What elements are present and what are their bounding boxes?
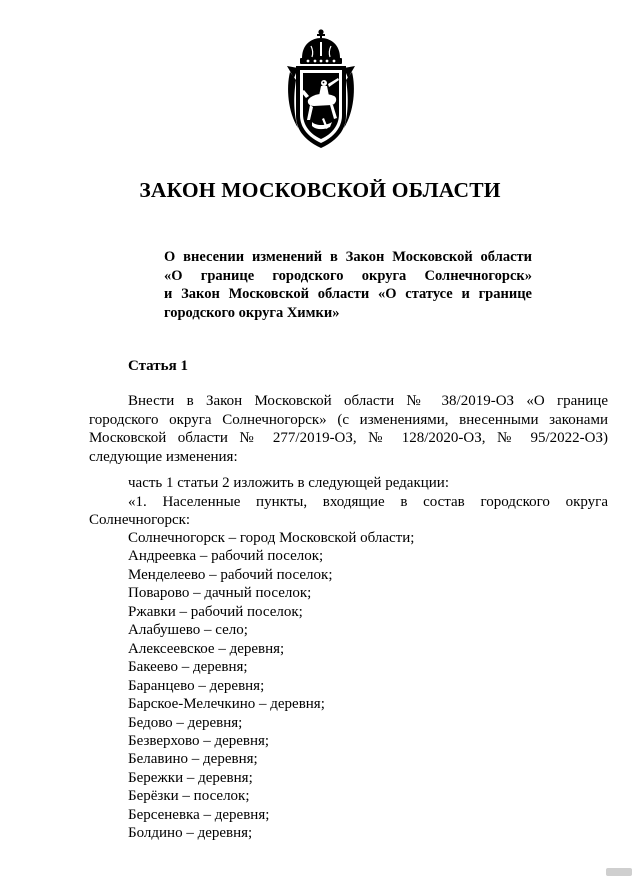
subtitle-line: городского округа Химки» (164, 304, 340, 321)
subtitle-line: О внесении изменений в Закон Московской области (164, 249, 532, 265)
paragraph-line: городского округа Солнечногорск» (с изменениями, внесенными законами (89, 411, 608, 428)
settlement-item: Болдино – деревня; (128, 825, 253, 842)
settlement-item: Баранцево – деревня; (128, 677, 265, 694)
law-subtitle (164, 248, 532, 322)
paragraph-line: Внести в Закон Московской области № 38/2019-ОЗ «О границе (128, 393, 608, 409)
settlement-item: Поварово – дачный поселок; (128, 585, 312, 602)
article-paragraph (89, 392, 608, 466)
settlement-list (128, 529, 414, 843)
settlement-item: Белавино – деревня; (128, 751, 258, 768)
paragraph-line: «1. Населенные пункты, входящие в состав городского округа (128, 493, 608, 510)
article-heading: Статья 1 (128, 358, 188, 374)
settlement-item: Берёзки – поселок; (128, 788, 250, 805)
settlement-item: Бережки – деревня; (128, 769, 253, 786)
settlement-item: Барское-Мелечкино – деревня; (128, 696, 325, 713)
paragraph-line: Солнечногорск: (89, 512, 191, 529)
settlement-item: Андреевка – рабочий поселок; (128, 548, 324, 565)
settlement-item: Бедово – деревня; (128, 714, 243, 731)
scan-corner-mark (606, 868, 632, 876)
paragraph-line: часть 1 статьи 2 изложить в следующей редакции: (128, 475, 449, 491)
settlement-item: Безверхово – деревня; (128, 732, 270, 749)
settlement-item: Берсеневка – деревня; (128, 806, 270, 823)
paragraph-line: следующие изменения: (89, 448, 238, 465)
coat-of-arms-icon (284, 28, 358, 150)
amendment-paragraph (89, 474, 608, 530)
settlement-item: Алабушево – село; (128, 622, 248, 639)
settlement-item: Ржавки – рабочий поселок; (128, 603, 303, 620)
settlement-item: Солнечногорск – город Московской области; (128, 530, 415, 546)
settlement-item: Менделеево – рабочий поселок; (128, 566, 333, 583)
subtitle-line: «О границе городского округа Солнечногорск» (164, 267, 532, 284)
paragraph-line: Московской области № 277/2019-ОЗ, № 128/2020-ОЗ, № 95/2022-ОЗ) (89, 430, 608, 447)
law-title: ЗАКОН МОСКОВСКОЙ ОБЛАСТИ (139, 178, 501, 202)
settlement-item: Алексеевское – деревня; (128, 640, 285, 657)
settlement-item: Бакеево – деревня; (128, 659, 248, 676)
subtitle-line: и Закон Московской области «О статусе и границе (164, 286, 532, 302)
